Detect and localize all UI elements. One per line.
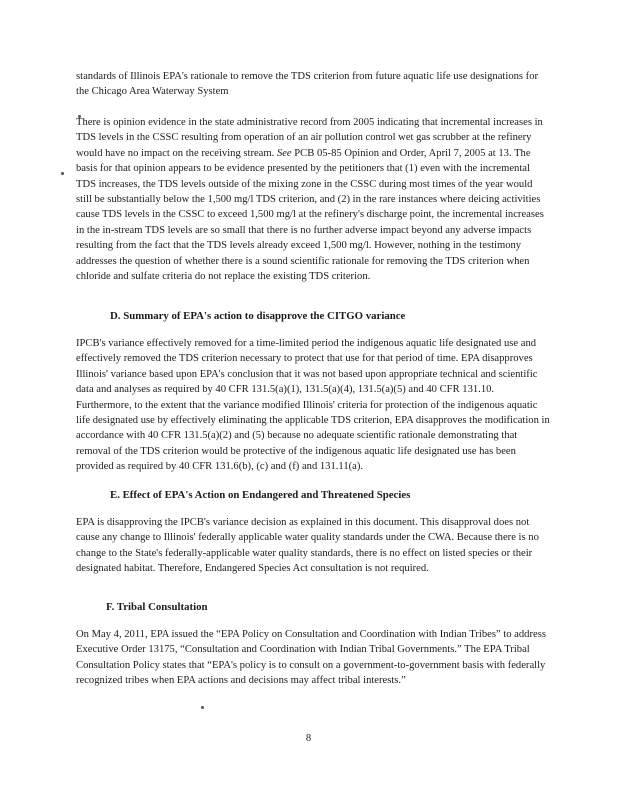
scan-speck xyxy=(61,172,64,175)
paragraph-text: PCB 05-85 Opinion and Order, April 7, 2005 at 13. The basis for that opinion appears to be evidence presented by the petitioners that (1) even with the incremental TDS increases, the TDS levels outside of the mixing zone in the CSSC during most times of the year would still be substantially below the 1,500 mg/l TDS criterion, and (2) in the rare instances where deicing activities cause TDS levels in the CSSC to exceed 1,500 mg/l at the refinery's discharge point, the incremental increases in the in-stream TDS levels are so small that there is no further adverse impact beyond any adverse impacts resulting from the fact that the TDS levels already exceed 1,500 mg/l. However, nothing in the testimony addresses the question of whether there is a sound scientific rationale for removing the TDS criterion when chloride and sulfate criteria do not replace the existing TDS criterion. xyxy=(76,147,544,283)
scan-speck xyxy=(201,706,204,709)
paragraph-summary: IPCB's variance effectively removed for a time-limited period the indigenous aquatic life designated use and effectively removed the TDS criterion necessary to protect that use for that period of time. EPA disapproves Illinois' variance based upon EPA's conclusion that it was not based upon appropriate technical and scientific data and analyses as required by 40 CFR 131.5(a)(1), 131.5(a)(4), 131.5(a)(5) and 40 CFR 131.10. Furthermore, to the extent that the variance modified Illinois' criteria for protection of the indigenous aquatic life designated use by effectively eliminating the applicable TDS criterion, EPA disapproves the modification in accordance with 40 CFR 131.5(a)(2) and (5) because no adequate scientific rationale demonstrating that removal of the TDS criterion would be protective of the indigenous aquatic life designated use has been provided as required by 40 CFR 131.6(b), (c) and (f) and 131.11(a). xyxy=(76,338,550,473)
paragraph-tribal-consultation: On May 4, 2011, EPA issued the “EPA Policy on Consultation and Coordination with Indian Tribes” to address Executive Order 13175, “Consultation and Coordination with Indian Tribal Governments.” The EPA Tribal Consultation Policy states that “EPA's policy is to consult on a government-to-government basis with federally recognized tribes when EPA actions and decisions may affect tribal interests.” xyxy=(76,629,546,687)
paragraph-text: There is opinion evidence in the state administrative record from 2005 indicating that incremental increases in TDS levels in the CSSC resulting from operation of an air pollution control wet gas scrubber at the refinery would have no impact on the receiving stream. xyxy=(76,117,543,159)
page-number: 8 xyxy=(305,733,312,744)
paragraph-endangered-species: EPA is disapproving the IPCB's variance decision as explained in this document. This disapproval does not cause any change to Illinois' federally applicable water quality standards under the CWA. Because there is no change to the State's federally-applicable water quality standards, there is no effect on listed species or their designated habitat. Therefore, Endangered Species Act consultation is not required. xyxy=(76,517,539,575)
paragraph-tds-evidence xyxy=(76,115,550,284)
section-heading-f: F. Tribal Consultation xyxy=(106,601,208,613)
citation-signal: See xyxy=(276,147,292,159)
section-heading-d: D. Summary of EPA's action to disapprove the CITGO variance xyxy=(110,310,406,322)
paragraph-continuation: standards of Illinois EPA's rationale to remove the TDS criterion from future aquatic life use designations for the Chicago Area Waterway System xyxy=(76,71,539,98)
section-heading-e: E. Effect of EPA's Action on Endangered and Threatened Species xyxy=(110,489,411,501)
